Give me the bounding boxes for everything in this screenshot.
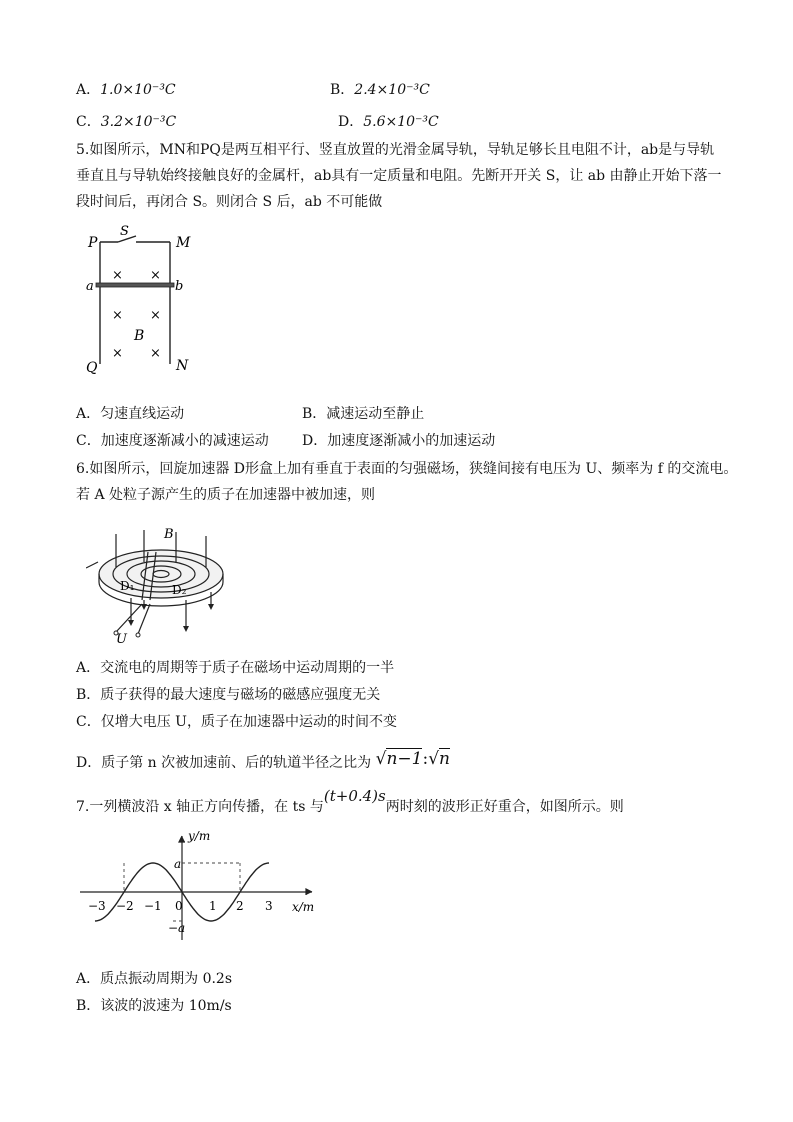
field-cross: × <box>112 346 123 361</box>
label-q: Q <box>86 360 98 376</box>
option-label: B． <box>330 82 355 98</box>
option-label: A． <box>76 82 101 98</box>
q5-stem-line-1: 5.如图所示，MN和PQ是两互相平行、竖直放置的光滑金属导轨，导轨足够长且电阻不计，ab是与导轨 <box>76 142 715 158</box>
label-d1: D₁ <box>120 579 135 593</box>
q5-stem-line-2: 垂直且与导轨始终接触良好的金属杆，ab具有一定质量和电阻。先断开开关 S，让 ab 由静止开始下落一 <box>76 168 722 184</box>
y-axis-label: y/m <box>188 829 211 843</box>
q7-wave-figure <box>76 828 326 946</box>
x-axis-label: x/m <box>292 900 315 914</box>
q5-option-d <box>302 431 495 451</box>
field-cross: × <box>150 268 161 283</box>
q6-cyclotron-figure <box>86 522 236 644</box>
option-text: 匀速直线运动 <box>100 406 185 422</box>
option-label: B． <box>76 687 101 703</box>
y-tick-a: a <box>174 857 182 871</box>
label-a: a <box>86 279 94 294</box>
option-label: D． <box>302 433 328 449</box>
q6-stem-line-1: 6.如图所示，回旋加速器 D形盒上加有垂直于表面的匀强磁场，狭缝间接有电压为 U、频率为 f 的交流电。 <box>76 461 738 477</box>
q7-option-a <box>76 969 232 989</box>
q7-stem-suffix: 两时刻的波形正好重合，如图所示。则 <box>385 799 624 815</box>
q5-option-c <box>76 431 269 451</box>
x-tick: 0 <box>175 899 183 913</box>
option-text: 加速度逐渐减小的减速运动 <box>100 433 269 449</box>
q6-option-a <box>76 658 394 678</box>
option-value: 1.0×10⁻³C <box>100 82 176 98</box>
label-p: P <box>88 235 98 251</box>
option-value: 5.6×10⁻³C <box>363 114 439 130</box>
sqrt-left: n−1 <box>386 749 423 769</box>
option-label: C． <box>76 114 101 130</box>
x-tick: 3 <box>265 899 273 913</box>
q7-stem-math: (t+0.4)s <box>323 787 386 805</box>
option-text: 仅增大电压 U，质子在加速器中运动的时间不变 <box>100 714 397 730</box>
x-tick: −1 <box>144 899 162 913</box>
label-b: B <box>164 527 174 542</box>
option-label: D． <box>76 755 102 771</box>
q7-stem <box>76 787 624 817</box>
q5-option-a <box>76 404 184 424</box>
q4-option-d <box>338 112 439 132</box>
q7-stem-prefix: 7.一列横波沿 x 轴正方向传播，在 ts 与 <box>76 799 324 815</box>
option-label: D． <box>338 114 364 130</box>
option-text: 质点振动周期为 0.2s <box>100 971 233 987</box>
label-m: M <box>176 235 191 251</box>
option-value: 3.2×10⁻³C <box>100 114 177 130</box>
option-label: C． <box>76 433 101 449</box>
q6-option-c <box>76 712 397 732</box>
radius-ratio-formula: √n−1:√n <box>375 749 450 769</box>
label-s: S <box>120 224 129 239</box>
q5-rail-figure <box>80 222 200 377</box>
q4-option-a <box>76 80 176 100</box>
option-label: B． <box>302 406 327 422</box>
x-tick: 1 <box>209 899 217 913</box>
q6-stem-line-2: 若 A 处粒子源产生的质子在加速器中被加速，则 <box>76 487 376 503</box>
sqrt-right: n <box>439 749 450 769</box>
q6-option-b <box>76 685 380 705</box>
field-cross: × <box>112 268 123 283</box>
ratio-sep: : <box>422 749 429 769</box>
option-label: C． <box>76 714 101 730</box>
option-value: 2.4×10⁻³C <box>354 82 430 98</box>
option-label: A． <box>76 406 101 422</box>
option-text: 质子第 n 次被加速前、后的轨道半径之比为 <box>101 755 372 771</box>
q6-option-d <box>76 749 450 773</box>
label-field-b: B <box>134 328 145 344</box>
y-tick-neg-a: −a <box>168 921 186 935</box>
field-cross: × <box>112 308 123 323</box>
option-label: A． <box>76 660 101 676</box>
field-cross: × <box>150 346 161 361</box>
x-tick: −3 <box>88 899 106 913</box>
q4-option-c <box>76 112 176 132</box>
x-tick: −2 <box>116 899 134 913</box>
q5-option-b <box>302 404 424 424</box>
label-d2: D₂ <box>172 583 187 597</box>
label-u: U <box>116 632 127 644</box>
option-label: B． <box>76 998 101 1014</box>
label-b: b <box>175 279 184 294</box>
option-text: 该波的波速为 10m/s <box>100 998 232 1014</box>
option-text: 质子获得的最大速度与磁场的磁感应强度无关 <box>100 687 381 703</box>
q5-stem-line-3: 段时间后，再闭合 S。则闭合 S 后，ab 不可能做 <box>76 194 383 210</box>
q4-option-b <box>330 80 430 100</box>
option-text: 加速度逐渐减小的加速运动 <box>327 433 496 449</box>
option-text: 交流电的周期等于质子在磁场中运动周期的一半 <box>100 660 395 676</box>
field-cross: × <box>150 308 161 323</box>
label-n: N <box>176 358 189 374</box>
x-tick: 2 <box>236 899 244 913</box>
option-label: A． <box>76 971 101 987</box>
option-text: 减速运动至静止 <box>326 406 425 422</box>
q7-option-b <box>76 996 232 1016</box>
